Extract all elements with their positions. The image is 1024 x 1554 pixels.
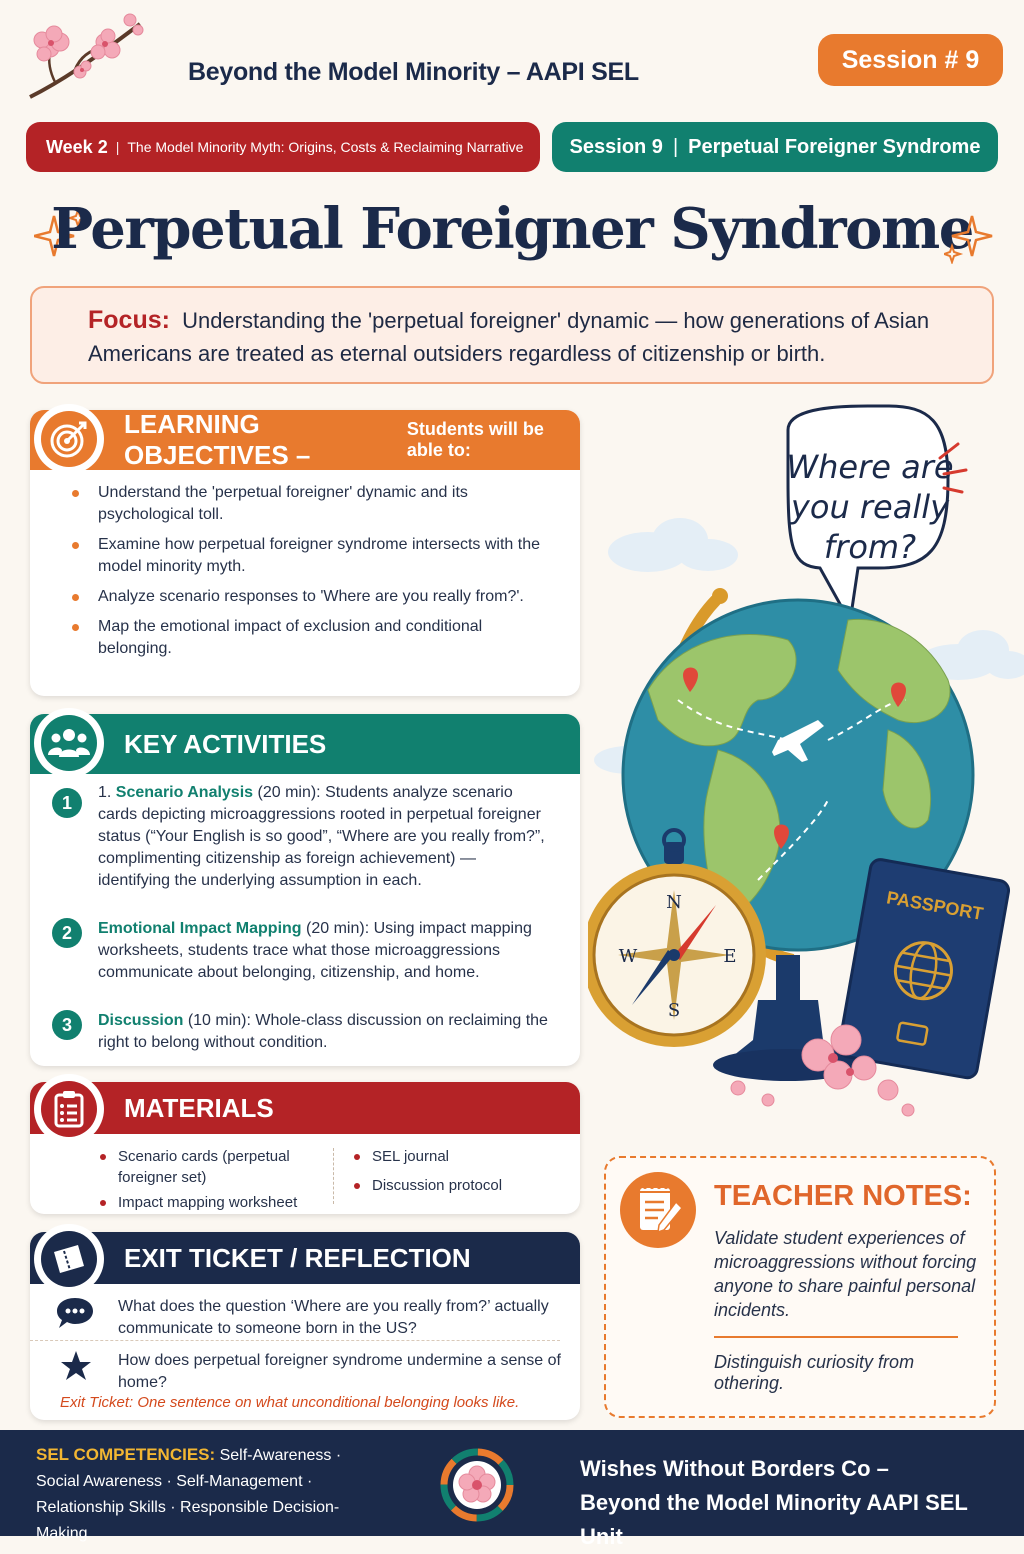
clipboard-icon <box>34 1074 104 1144</box>
activity-name: Scenario Analysis <box>115 784 254 801</box>
materials-heading: MATERIALS <box>124 1092 274 1123</box>
week-pill <box>26 122 540 172</box>
activities-heading: KEY ACTIVITIES <box>124 728 327 759</box>
blossom-logo-icon <box>440 1448 514 1522</box>
list-item: Impact mapping worksheet <box>98 1192 323 1213</box>
step-number: 1 <box>52 788 82 818</box>
exit-header <box>30 1232 580 1284</box>
speech-bubble-icon <box>56 1296 94 1330</box>
key-activities-card <box>30 714 580 1066</box>
session-pill <box>552 122 998 172</box>
speech-bubble-line: from? <box>823 528 917 566</box>
sel-items: Self-Awareness · Social Awareness · Self-Management · Relationship Skills · Responsible Decision-Making <box>36 1447 342 1542</box>
list-item: SEL journal <box>352 1146 552 1167</box>
group-icon <box>34 708 104 778</box>
materials-list-right <box>352 1146 552 1200</box>
list-item: Map the emotional impact of exclusion and conditional belonging. <box>72 616 542 660</box>
separator: | <box>115 139 120 155</box>
compass-east: E <box>723 946 737 967</box>
activity-text <box>98 1010 552 1054</box>
exit-heading: EXIT TICKET / REFLECTION <box>124 1242 471 1273</box>
divider <box>30 1340 560 1341</box>
activity-item <box>52 918 552 984</box>
objectives-heading: LEARNING OBJECTIVES – <box>124 409 311 470</box>
activity-name: Discussion <box>98 1012 184 1029</box>
compass-west: W <box>618 946 638 967</box>
passport-label: PASSPORT <box>885 887 985 924</box>
notepad-pencil-icon <box>618 1170 698 1250</box>
reflection-question: What does the question ‘Where are you really from?’ actually communicate to someone born in the US? <box>118 1298 549 1337</box>
list-item: Examine how perpetual foreigner syndrome intersects with the model minority myth. <box>72 534 542 578</box>
org-line: Wishes Without Borders Co – <box>580 1456 889 1481</box>
target-icon <box>34 404 104 474</box>
globe-illustration <box>588 400 1024 1140</box>
teacher-notes-heading: TEACHER NOTES: <box>714 1180 972 1212</box>
reflection-question: How does perpetual foreigner syndrome undermine a sense of home? <box>118 1352 561 1391</box>
speech-bubble-line: you really <box>790 488 950 526</box>
divider <box>333 1148 334 1204</box>
session-badge: Session # 9 <box>818 34 1003 86</box>
list-item: Discussion protocol <box>352 1175 552 1196</box>
speech-bubble-line: Where are <box>786 448 954 486</box>
activity-description: (10 min): Whole-class discussion on reclaiming the right to belong without condition. <box>98 1012 548 1051</box>
activity-description: (20 min): Students analyze scenario cards depicting microaggressions rooted in perpetual foreigner status (“Your English is so good”, “Where are you really from?”, complimenting citizenship as foreign achievement) — identifying the underlying assumption in each. <box>98 784 545 889</box>
week-label: Week 2 <box>46 136 108 157</box>
page-title: Perpetual Foreigner Syndrome <box>51 196 973 262</box>
activity-prefix: 1. <box>98 784 112 801</box>
materials-card <box>30 1082 580 1214</box>
focus-text: Understanding the 'perpetual foreigner' dynamic — how generations of Asian Americans are treated as eternal outsiders regardless of citizenship or birth. <box>88 308 930 366</box>
teacher-note: Distinguish curiosity from othering. <box>714 1352 915 1393</box>
objectives-list <box>72 482 542 668</box>
org-line: Beyond the Model Minority AAPI SEL Unit <box>580 1490 968 1549</box>
step-number: 2 <box>52 918 82 948</box>
ticket-icon <box>34 1224 104 1294</box>
session-label: Session 9 <box>569 135 663 158</box>
exit-ticket-card <box>30 1232 580 1420</box>
week-topic: The Model Minority Myth: Origins, Costs & Reclaiming Narrative <box>127 139 524 155</box>
focus-box <box>30 286 994 384</box>
sparkle-icon <box>944 206 1002 264</box>
teacher-note: Validate student experiences of microaggressions without forcing anyone to share painful personal incidents. <box>714 1228 977 1320</box>
session-topic: Perpetual Foreigner Syndrome <box>688 135 981 158</box>
list-item: Understand the 'perpetual foreigner' dynamic and its psychological toll. <box>72 482 542 526</box>
separator: | <box>672 135 679 158</box>
materials-list-left <box>98 1146 323 1217</box>
list-item: Analyze scenario responses to 'Where are you really from?'. <box>72 586 542 608</box>
divider <box>714 1336 958 1338</box>
activity-name: Emotional Impact Mapping <box>98 920 302 937</box>
activity-text <box>98 918 552 984</box>
step-number: 3 <box>52 1010 82 1040</box>
activity-item <box>52 782 552 892</box>
organization-name <box>580 1452 1010 1554</box>
objectives-subheading: Students will be able to: <box>406 419 544 460</box>
objectives-header <box>30 410 580 470</box>
star-icon <box>60 1350 92 1382</box>
focus-label: Focus: <box>88 306 170 334</box>
compass-south: S <box>667 1000 681 1021</box>
activity-text <box>98 782 552 892</box>
list-item: Scenario cards (perpetual foreigner set) <box>98 1146 323 1188</box>
sel-label: SEL COMPETENCIES: <box>36 1445 216 1464</box>
unit-title: Beyond the Model Minority – AAPI SEL <box>188 58 639 86</box>
materials-header <box>30 1082 580 1134</box>
activity-item <box>52 1010 552 1054</box>
learning-objectives-card <box>30 410 580 696</box>
activities-header <box>30 714 580 774</box>
exit-ticket-prompt: Exit Ticket: One sentence on what unconditional belonging looks like. <box>60 1394 520 1411</box>
sel-competencies <box>36 1442 386 1547</box>
cherry-blossom-branch-icon <box>20 12 155 107</box>
compass-north: N <box>666 892 682 913</box>
activity-description: (20 min): Using impact mapping worksheets, students trace what those microaggressions communicate about belonging, citizenship, and home. <box>98 920 532 981</box>
